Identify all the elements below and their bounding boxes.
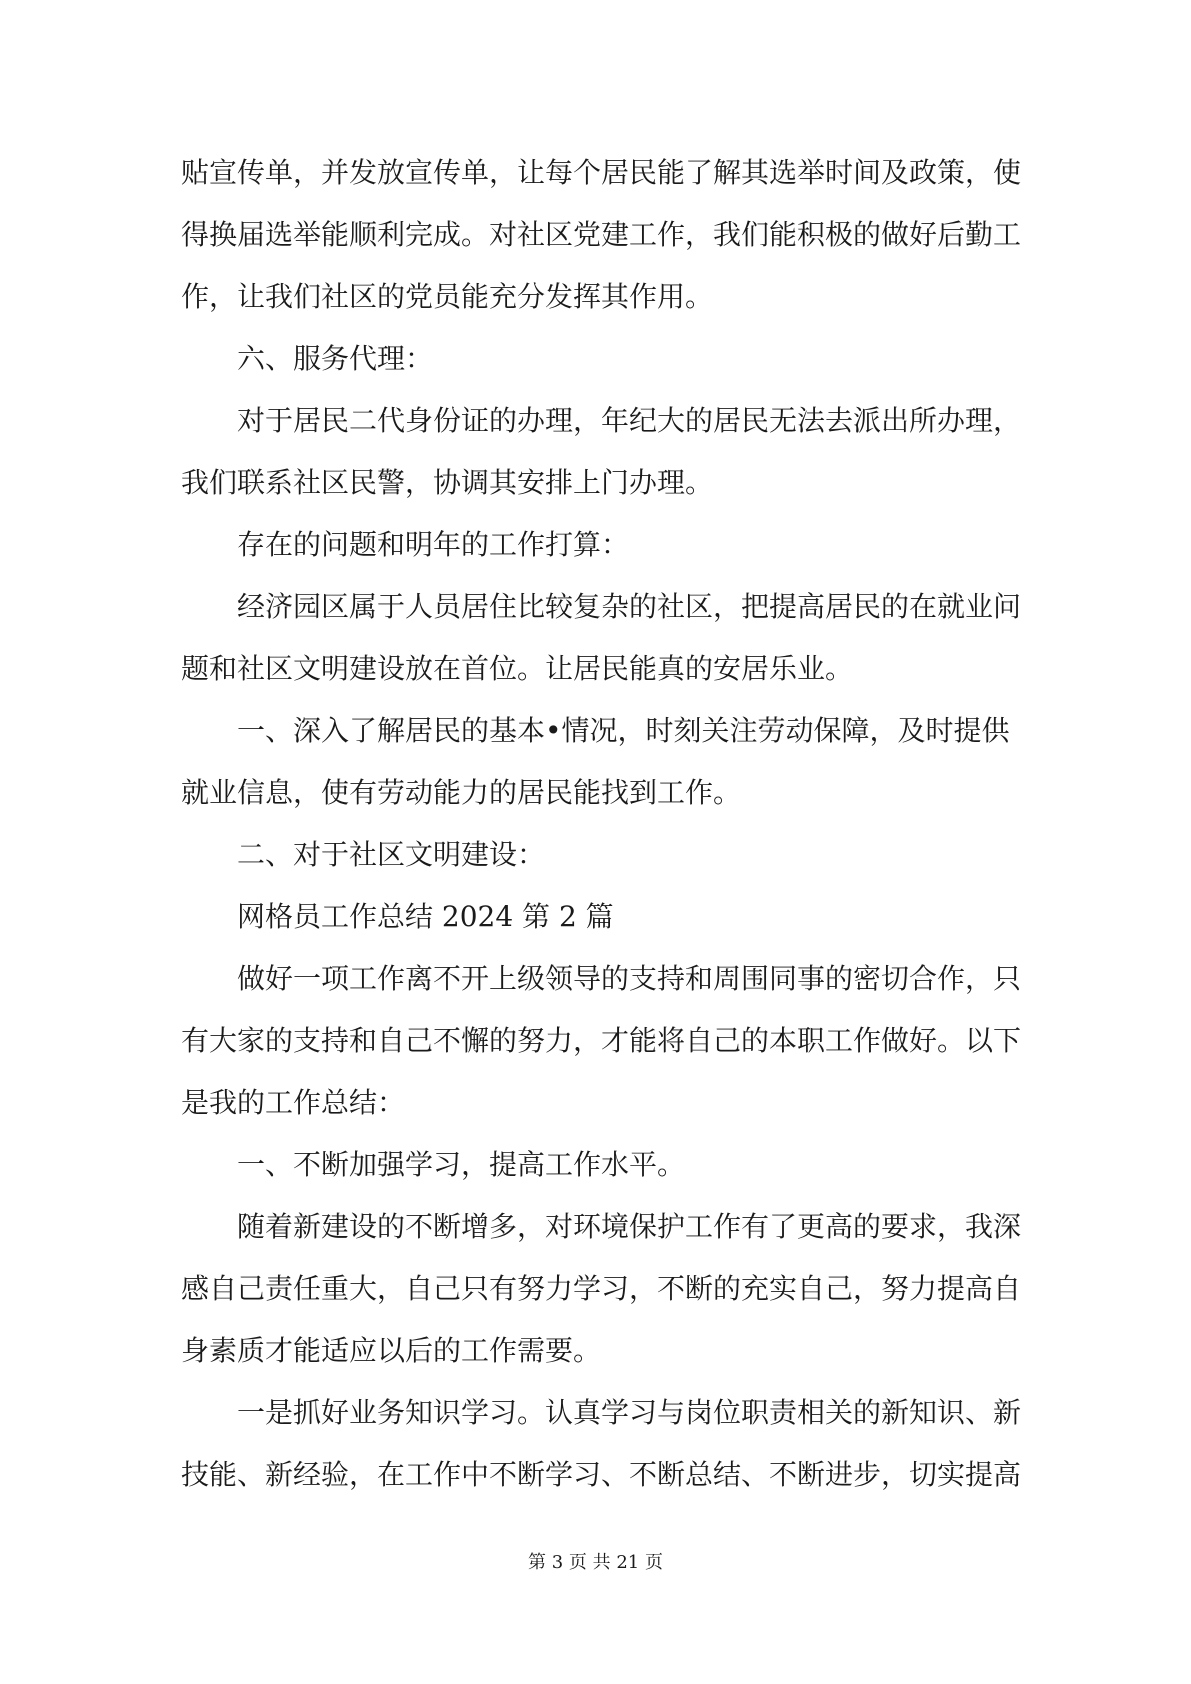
text-line: 有大家的支持和自己不懈的努力，才能将自己的本职工作做好。以下: [181, 1024, 1022, 1057]
section-heading: 一、不断加强学习，提高工作水平。: [237, 1148, 686, 1181]
text-line: 技能、新经验，在工作中不断学习、不断总结、不断进步，切实提高: [181, 1458, 1022, 1491]
text-line: 对于居民二代身份证的办理，年纪大的居民无法去派出所办理，: [237, 404, 1022, 437]
text-line: 做好一项工作离不开上级领导的支持和周围同事的密切合作，只: [237, 962, 1022, 995]
text-line: 作，让我们社区的党员能充分发挥其作用。: [181, 280, 714, 313]
document-body: [181, 142, 1021, 1506]
text-line: 一、深入了解居民的基本•情况，时刻关注劳动保障，及时提供: [237, 714, 1010, 747]
text-line: 身素质才能适应以后的工作需要。: [181, 1334, 602, 1367]
section-heading: 存在的问题和明年的工作打算：: [237, 528, 630, 561]
article-title: 网格员工作总结 2024 第 2 篇: [237, 900, 614, 933]
text-line: 我们联系社区民警，协调其安排上门办理。: [181, 466, 714, 499]
section-heading: 六、服务代理：: [237, 342, 434, 375]
text-line: 感自己责任重大，自己只有努力学习，不断的充实自己，努力提高自: [181, 1272, 1022, 1305]
section-heading: 二、对于社区文明建设：: [237, 838, 546, 871]
text-line: 就业信息，使有劳动能力的居民能找到工作。: [181, 776, 742, 809]
text-line: 经济园区属于人员居住比较复杂的社区，把提高居民的在就业问: [237, 590, 1022, 623]
text-line: 随着新建设的不断增多，对环境保护工作有了更高的要求，我深: [237, 1210, 1022, 1243]
text-line: 一是抓好业务知识学习。认真学习与岗位职责相关的新知识、新: [237, 1396, 1022, 1429]
text-line: 是我的工作总结：: [181, 1086, 406, 1119]
text-line: 题和社区文明建设放在首位。让居民能真的安居乐业。: [181, 652, 854, 685]
text-line: 得换届选举能顺利完成。对社区党建工作，我们能积极的做好后勤工: [181, 218, 1022, 251]
text-line: 贴宣传单，并发放宣传单，让每个居民能了解其选举时间及政策，使: [181, 156, 1022, 189]
page-number-footer: 第 3 页 共 21 页: [528, 1552, 663, 1573]
